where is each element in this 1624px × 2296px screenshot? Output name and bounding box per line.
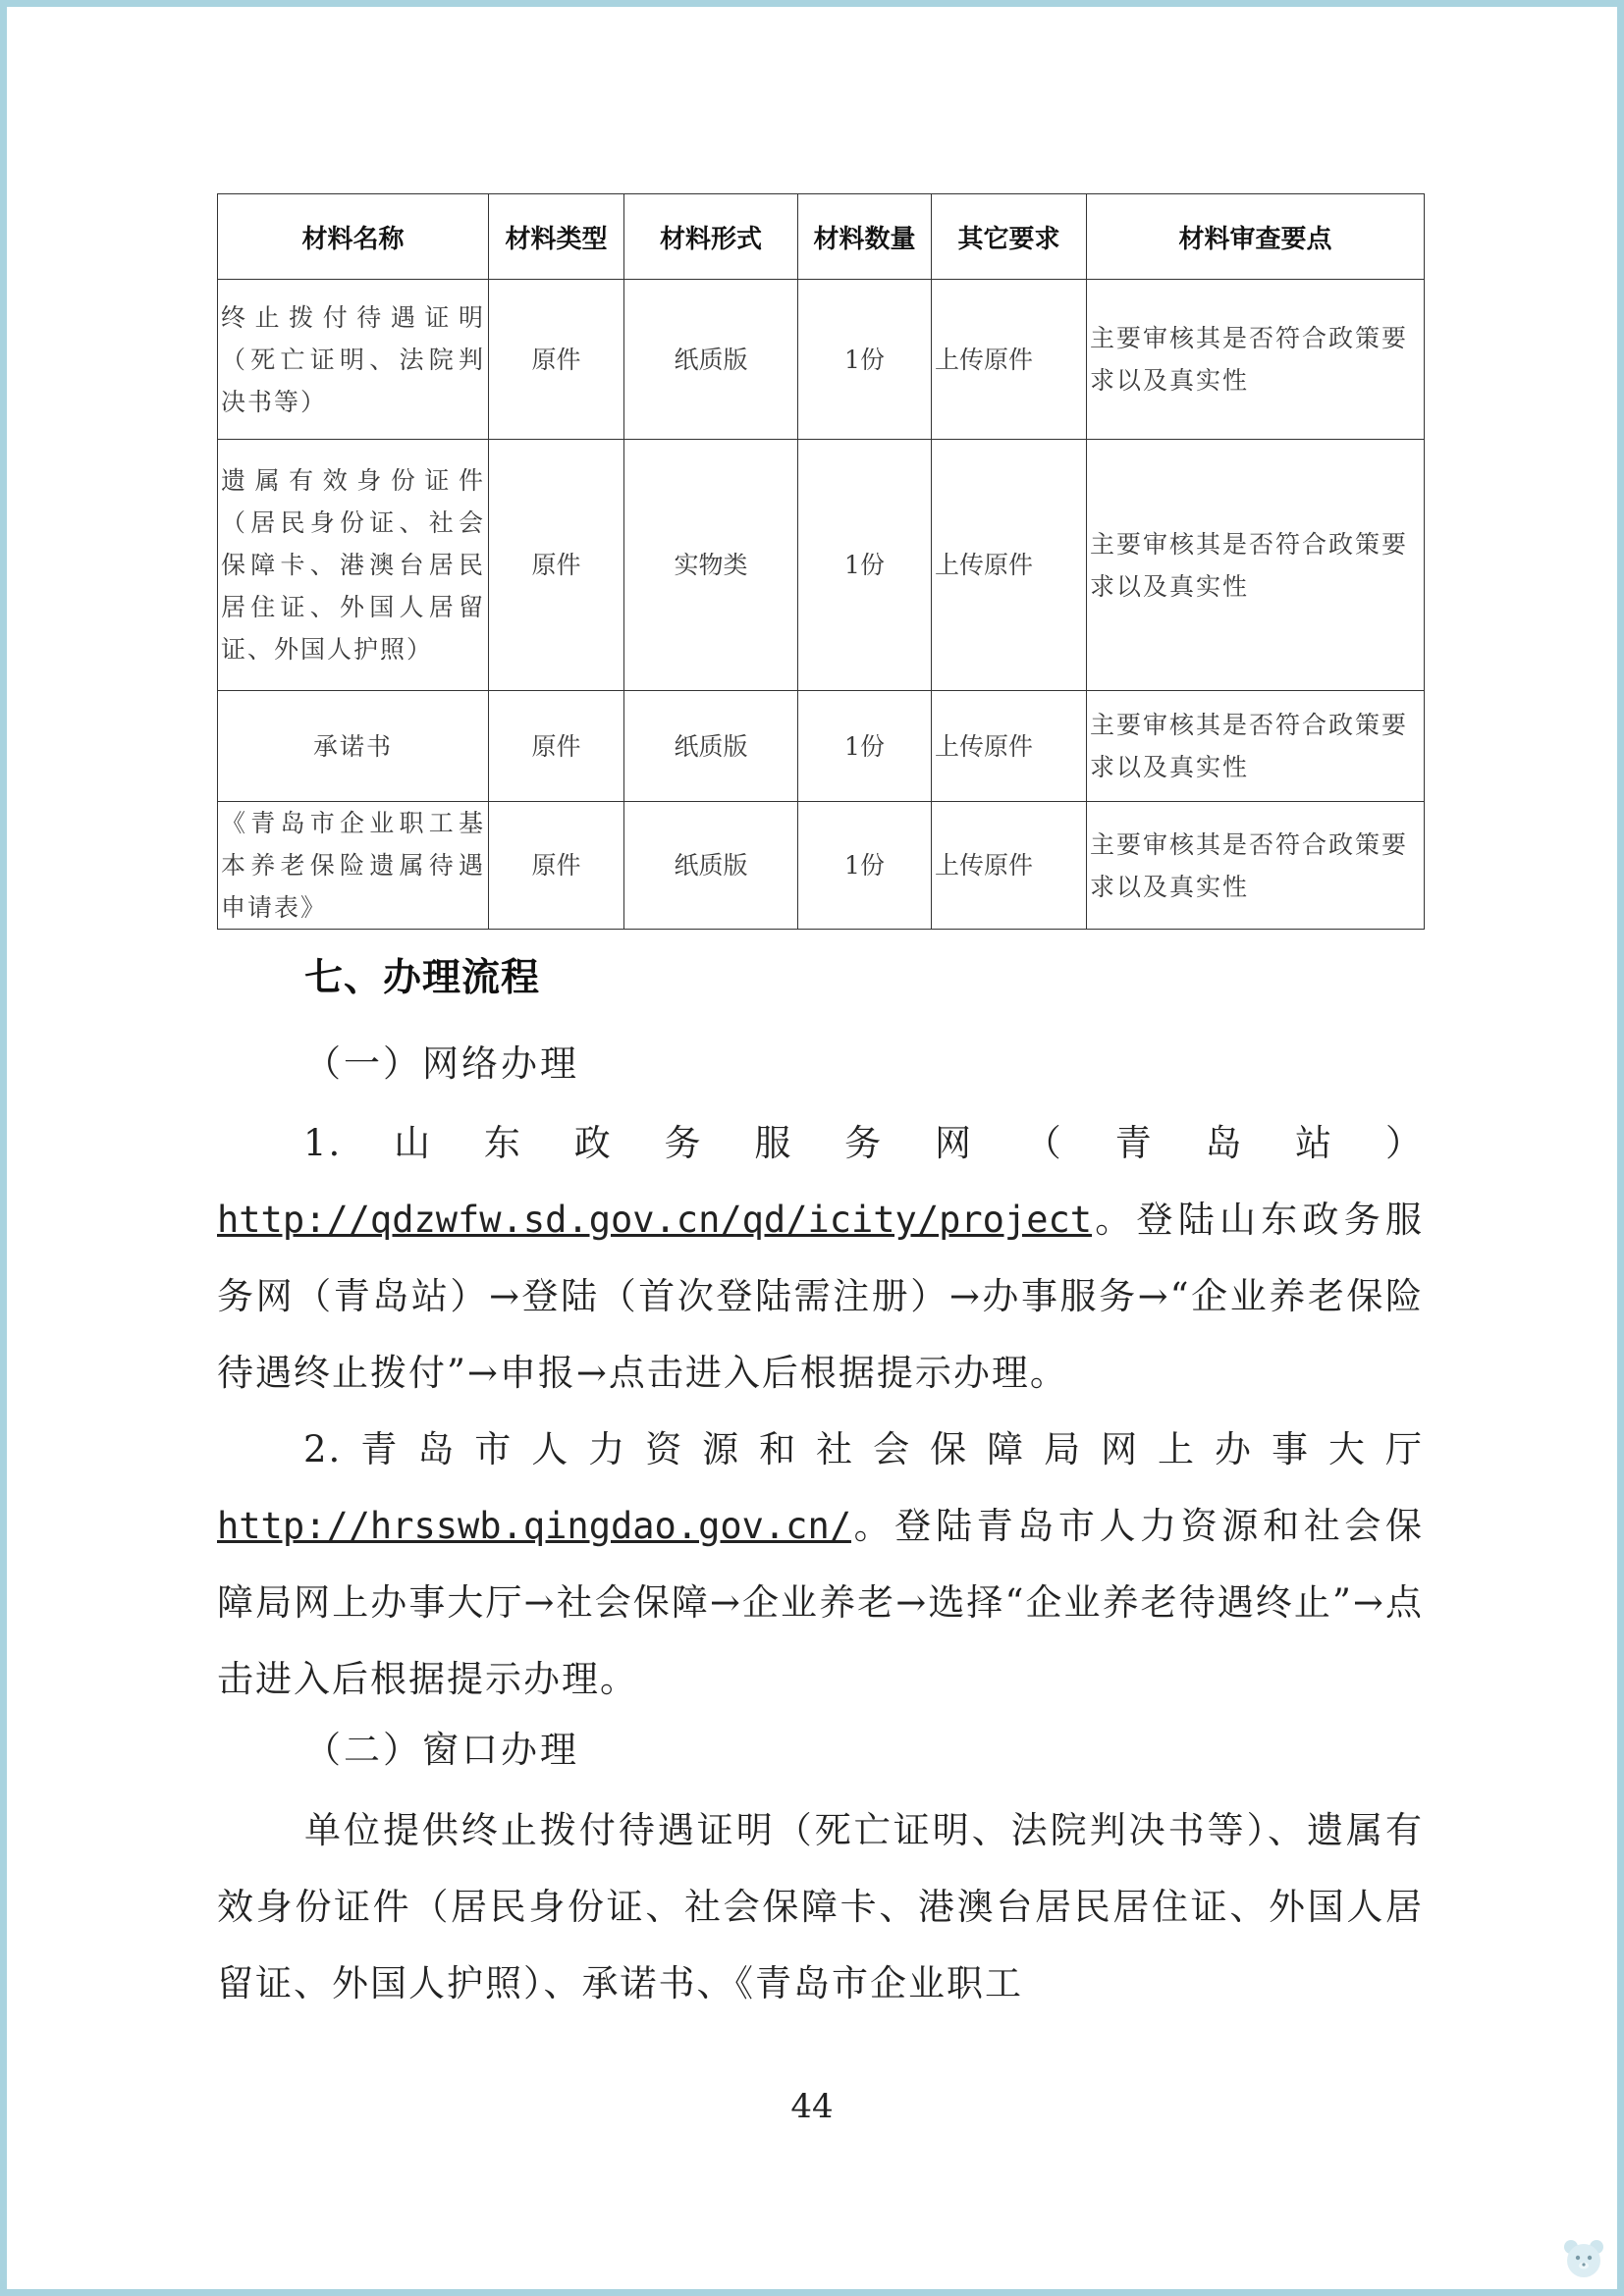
- material-form-cell: 实物类: [624, 440, 798, 691]
- other-requirement-cell: 上传原件: [932, 280, 1087, 440]
- table-row: [218, 802, 1425, 930]
- paragraph-online-1: [217, 1105, 1424, 1412]
- online-subheading: （一）网络办理: [304, 1042, 579, 1085]
- material-name-cell: 终止拨付待遇证明（死亡证明、法院判决书等）: [218, 280, 489, 440]
- material-quantity-cell: 1份: [798, 691, 932, 802]
- shandong-service-link[interactable]: http://qdzwfw.sd.gov.cn/qd/icity/project: [217, 1199, 1093, 1241]
- review-point-cell: 主要审核其是否符合政策要求以及真实性: [1087, 280, 1425, 440]
- column-header: 材料数量: [798, 194, 932, 280]
- section-heading: 七、办理流程: [304, 956, 541, 1000]
- material-quantity-cell: 1份: [798, 802, 932, 930]
- material-form-cell: 纸质版: [624, 802, 798, 930]
- paragraph-text: 。登陆青岛市人力资源和社会保障局网上办事大厅→社会保障→企业养老→选择“企业养老待遇终止”→点击进入后根据提示办理。: [217, 1505, 1424, 1700]
- material-form-cell: 纸质版: [624, 691, 798, 802]
- paragraph-text: 1.山东政务服务网（青岛站）: [303, 1122, 1424, 1164]
- paragraph-window: [217, 1792, 1424, 2022]
- review-point-cell: 主要审核其是否符合政策要求以及真实性: [1087, 802, 1425, 930]
- column-header: 材料名称: [218, 194, 489, 280]
- window-subheading: （二）窗口办理: [304, 1729, 579, 1771]
- materials-table: [217, 193, 1425, 930]
- other-requirement-cell: 上传原件: [932, 691, 1087, 802]
- material-type-cell: 原件: [489, 691, 624, 802]
- table-header-row: [218, 194, 1425, 280]
- qingdao-hrss-link[interactable]: http://hrsswb.qingdao.gov.cn/: [217, 1505, 852, 1547]
- paragraph-text: 2.青岛市人力资源和社会保障局网上办事大厅: [303, 1428, 1424, 1470]
- column-header: 材料审查要点: [1087, 194, 1425, 280]
- paragraph-online-2: [217, 1412, 1424, 1718]
- other-requirement-cell: 上传原件: [932, 440, 1087, 691]
- material-quantity-cell: 1份: [798, 440, 932, 691]
- material-form-cell: 纸质版: [624, 280, 798, 440]
- table-row: [218, 691, 1425, 802]
- other-requirement-cell: 上传原件: [932, 802, 1087, 930]
- material-name-cell: 承诺书: [218, 691, 489, 802]
- material-type-cell: 原件: [489, 440, 624, 691]
- material-type-cell: 原件: [489, 280, 624, 440]
- material-quantity-cell: 1份: [798, 280, 932, 440]
- column-header: 其它要求: [932, 194, 1087, 280]
- material-type-cell: 原件: [489, 802, 624, 930]
- paragraph-text: 单位提供终止拨付待遇证明（死亡证明、法院判决书等）、遗属有效身份证件（居民身份证、社会保障卡、港澳台居民居住证、外国人居留证、外国人护照）、承诺书、《青岛市企业职工: [217, 1809, 1424, 2004]
- material-name-cell: 《青岛市企业职工基本养老保险遗属待遇申请表》: [218, 802, 489, 930]
- table-row: [218, 440, 1425, 691]
- review-point-cell: 主要审核其是否符合政策要求以及真实性: [1087, 440, 1425, 691]
- page-number: 44: [790, 2087, 834, 2126]
- column-header: 材料类型: [489, 194, 624, 280]
- material-name-cell: 遗属有效身份证件（居民身份证、社会保障卡、港澳台居民居住证、外国人居留证、外国人护照）: [218, 440, 489, 691]
- paragraph-text: 。登陆山东政务服务网（青岛站）→登陆（首次登陆需注册）→办事服务→“企业养老保险待遇终止拨付”→申报→点击进入后根据提示办理。: [217, 1199, 1424, 1394]
- bear-icon: [1561, 2237, 1606, 2282]
- table-row: [218, 280, 1425, 440]
- review-point-cell: 主要审核其是否符合政策要求以及真实性: [1087, 691, 1425, 802]
- column-header: 材料形式: [624, 194, 798, 280]
